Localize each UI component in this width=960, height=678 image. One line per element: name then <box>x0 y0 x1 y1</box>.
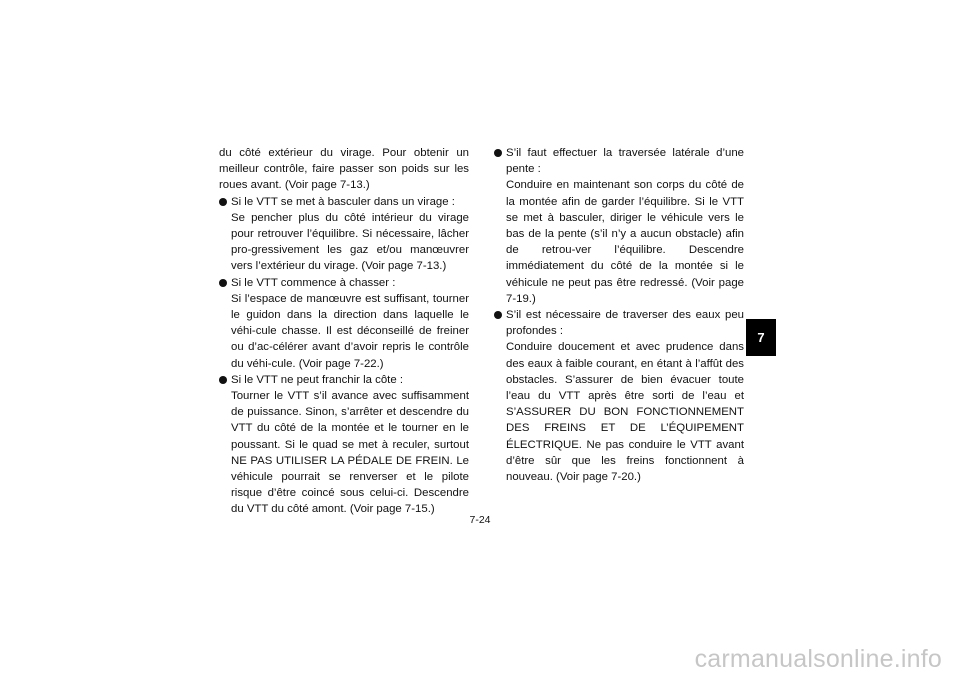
item-heading: Si le VTT ne peut franchir la côte : <box>231 373 403 386</box>
item-heading: S’il est nécessaire de traverser des eaux peu profondes : <box>506 309 744 338</box>
list-item <box>219 275 469 372</box>
item-body: Se pencher plus du côté intérieur du virage pour retrouver l’équilibre. Si nécessaire, lâcher pro-gressivement les gaz et/ou manœuvrer vers l’extérieur du virage. (Voir page 7-13.) <box>231 211 469 273</box>
page-number: 7-24 <box>469 514 491 526</box>
item-body: Si l’espace de manœuvre est suffisant, tourner le guidon dans la direction dans laquelle le véhi-cule chasse. Il est déconseillé de freiner ou d’ac-célérer avant d’avoir repris le contrôle du véhi-cule. (Voir page 7-22.) <box>231 292 469 370</box>
bullet-icon <box>494 311 502 319</box>
item-heading: S’il faut effectuer la traversée latérale d’une pente : <box>506 147 744 176</box>
chapter-tab: 7 <box>746 319 776 356</box>
item-body: Tourner le VTT s’il avance avec suffisamment de puissance. Sinon, s’arrêter et descendre du VTT du côté de la montée et le tourner en le poussant. Si le quad se met à reculer, surtout NE PAS UTILISER LA PÉDALE DE FREIN. Le véhicule pourrait se renverser et le pilote risque d’être coincé sous celui-ci. Descendre du VTT du côté amont. (Voir page 7-15.) <box>231 390 469 516</box>
list-item <box>219 372 469 518</box>
continuation-text: du côté extérieur du virage. Pour obtenir un meilleur contrôle, faire passer son poids sur les roues avant. (Voir page 7-13.) <box>219 147 469 192</box>
left-column <box>219 145 469 518</box>
item-heading: Si le VTT se met à basculer dans un virage : <box>231 195 455 208</box>
item-heading: Si le VTT commence à chasser : <box>231 276 396 289</box>
item-body: Conduire doucement et avec prudence dans des eaux à faible courant, en étant à l’affût des obstacles. S’assurer de bien évacuer toute l’eau du VTT après être sorti de l’eau et S’ASSURER DU BON FONCTIONNEMENT DES FREINS ET DE L’ÉQUIPEMENT ÉLECTRIQUE. Ne pas conduire le VTT avant d’être sûr que les freins fonctionnent à nouveau. (Voir page 7-20.) <box>506 341 744 484</box>
bullet-icon <box>494 149 502 157</box>
list-item <box>494 307 744 485</box>
bullet-icon <box>219 279 227 287</box>
list-item <box>219 194 469 275</box>
watermark: carmanualsonline.info <box>694 645 942 673</box>
list-item <box>494 145 744 307</box>
right-column <box>494 145 744 485</box>
bullet-icon <box>219 198 227 206</box>
item-body: Conduire en maintenant son corps du côté de la montée afin de garder l’équilibre. Si le VTT se met à basculer, diriger le véhicule vers le bas de la pente (s’il n’y a aucun obstacle) afin de retrou-ver l’équilibre. Descendre immédiatement du côté de la montée si le véhicule ne peut pas être redressé. (Voir page 7-19.) <box>506 179 744 305</box>
bullet-icon <box>219 376 227 384</box>
